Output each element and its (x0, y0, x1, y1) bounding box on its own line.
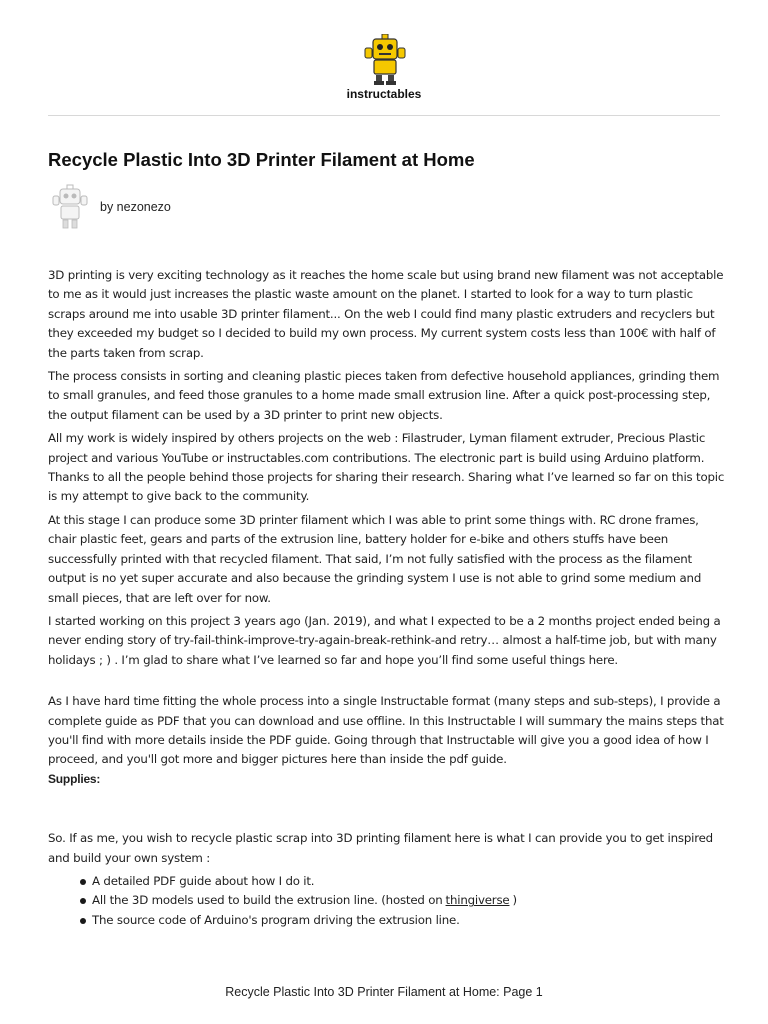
header-divider (48, 115, 720, 116)
thingiverse-link[interactable]: thingiverse (445, 893, 510, 908)
history-paragraph: I started working on this project 3 years ago (Jan. 2019), and what I expected to be a 2 months project ended being a never ending story of try-fail-think-improve-try-again-break-rethink-and retry… almost a half-time job, but with many holidays ; ) . I’m glad to share what I’ve learned so far and hope you’ll find some useful things here. (48, 613, 721, 667)
page-footer: Recycle Plastic Into 3D Printer Filament at Home: Page 1 (225, 985, 543, 999)
list-item-text: The source code of Arduino's program driving the extrusion line. (92, 912, 460, 927)
list-item-text: ) (512, 893, 517, 908)
guide-paragraph: As I have hard time fitting the whole process into a single Instructable format (many steps and sub-steps), I provide a complete guide as PDF that you can download and use offline. In this Instructable I will summary the mains steps that you'll find with more details inside the PDF guide. Going through that Instructable will give you a good idea of how I proceed, and you'll got more and bigger pictures here than inside the pdf guide. (48, 694, 724, 767)
supplies-intro: So. If as me, you wish to recycle plastic scrap into 3D printing filament here is what I can provide you to get inspired and build your own system : (48, 831, 713, 865)
instructables-robot-icon[interactable] (363, 34, 407, 86)
author-byline[interactable]: by nezonezo (100, 200, 171, 214)
list-item-text: A detailed PDF guide about how I do it. (92, 873, 315, 888)
list-item (78, 872, 728, 891)
page-title: Recycle Plastic Into 3D Printer Filament at Home (48, 149, 475, 170)
supplies-heading: Supplies: (48, 771, 101, 786)
list-item (78, 911, 728, 930)
process-paragraph: The process consists in sorting and cleaning plastic pieces taken from defective household appliances, grinding them to small granules, and feed those granules to a home made small extrusion line. After a quick post-processing step, the output filament can be used by a 3D printer to print new objects. (48, 369, 720, 422)
article-body (48, 266, 728, 930)
spacer (48, 674, 728, 692)
list-item-text: All the 3D models used to build the extrusion line. (hosted on (92, 893, 443, 908)
inspiration-paragraph: All my work is widely inspired by others projects on the web : Filastruder, Lyman filament extruder, Precious Plastic project and various YouTube or instructables.com contributions. The electronic part is build using Arduino platform. Thanks to all the people behind those projects for sharing their research. Sharing what I’ve learned so far on this topic is my attempt to give back to the community. (48, 431, 725, 504)
supplies-list (48, 872, 728, 930)
robot-avatar-icon[interactable] (50, 184, 90, 232)
intro-paragraph: 3D printing is very exciting technology as it reaches the home scale but using brand new filament was not acceptable to me as it would just increases the plastic waste amount on the planet. I started to look for a way to turn plastic scraps around me into usable 3D printer filament... On the web I could find many plastic extruders and recyclers but they exceeded my budget so I decided to build my own process. My current system costs less than 100€ with half of the parts taken from scrap. (48, 268, 724, 360)
spacer (48, 793, 728, 829)
site-header (0, 0, 768, 116)
brand-name[interactable]: instructables (346, 87, 422, 101)
list-item (78, 891, 728, 910)
status-paragraph: At this stage I can produce some 3D printer filament which I was able to print some things with. RC drone frames, chair plastic feet, gears and parts of the extrusion line, battery holder for e-bike and others stuffs have been successfully printed with that recycled filament. That said, I’m not fully satisfied with the process as the filament output is no yet super accurate and also because the grinding system I use is not able to grind some medium and small pieces, that are left over for now. (48, 512, 702, 605)
